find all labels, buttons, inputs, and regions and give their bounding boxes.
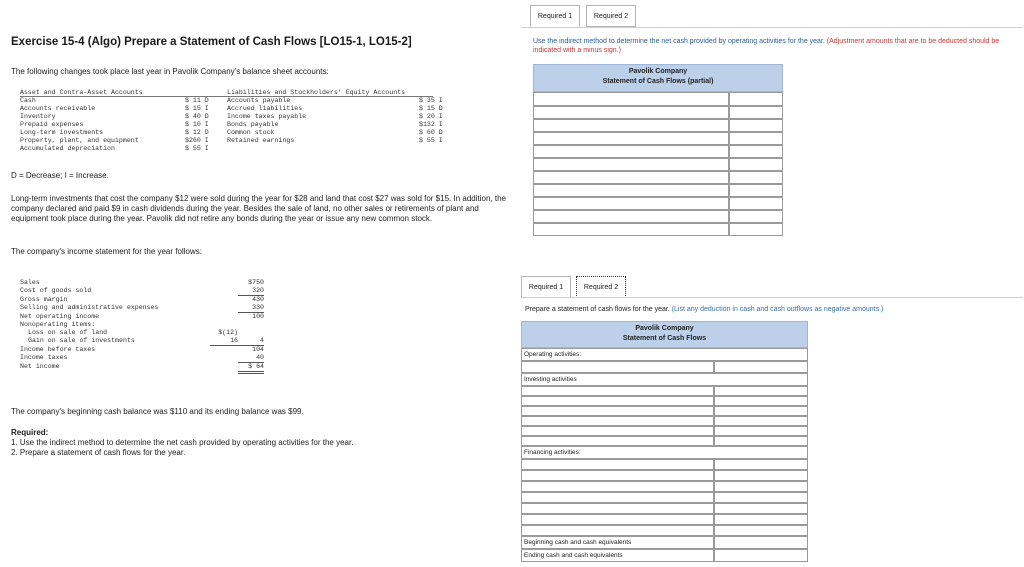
panel1-instruction-main: Use the indirect method to determine the net cash provided by operating activities for the year. (533, 38, 825, 45)
income-col2: 4 (238, 337, 264, 346)
panel2-company-name: Pavolik Company (635, 325, 694, 332)
panel1-amount-cell[interactable] (729, 210, 783, 223)
panel1-amount-cell[interactable] (729, 184, 783, 197)
required-heading: Required: (11, 428, 49, 437)
income-label: Nonoperating items: (20, 321, 96, 328)
income-col2: 330 (238, 304, 264, 313)
panel2-amount-cell[interactable] (714, 386, 808, 396)
tab-bar-line-lower (521, 297, 1023, 298)
panel1-label-cell[interactable] (533, 184, 729, 197)
panel2-label-cell[interactable] (521, 361, 714, 373)
investing-activities-label: Investing activities (524, 376, 577, 383)
operating-heading-row (521, 348, 808, 361)
panel2-label-cell[interactable] (521, 426, 714, 436)
panel2-label-cell[interactable] (521, 416, 714, 426)
tab-required-2-lower[interactable]: Required 2 (576, 276, 626, 298)
income-intro: The company's income statement for the year follows: (11, 247, 202, 256)
panel1-label-cell[interactable] (533, 132, 729, 145)
financing-activities-label: Financing activities: (524, 449, 581, 456)
income-label: Gross margin (20, 296, 68, 303)
panel1-label-cell[interactable] (533, 171, 729, 184)
intro-text: The following changes took place last year in Pavolik Company's balance sheet accounts: (11, 67, 329, 76)
panel1-label-cell[interactable] (533, 158, 729, 171)
income-label: Net income (20, 363, 60, 370)
panel1-amount-cell[interactable] (729, 119, 783, 132)
panel2-statement-header (521, 321, 808, 348)
panel1-label-cell[interactable] (533, 210, 729, 223)
panel1-instruction-note: (Adjustment amounts that are to be deducted should be indicated with a minus sign.) (533, 38, 1000, 54)
tab-required-1[interactable]: Required 1 (530, 5, 580, 27)
liability-value: $ 55 I (419, 137, 443, 144)
panel1-amount-cell[interactable] (729, 132, 783, 145)
panel2-amount-cell[interactable] (714, 396, 808, 406)
income-label: Cost of goods sold (20, 287, 92, 294)
assets-header: Asset and Contra-Asset Accounts (20, 89, 143, 96)
income-label: Net operating income (20, 313, 100, 320)
panel1-statement-header (533, 64, 783, 92)
liability-label: Retained earnings (227, 137, 295, 144)
ending-cash-row (521, 549, 714, 562)
tab-required-2[interactable]: Required 2 (586, 5, 636, 27)
income-label: Loss on sale of land (28, 329, 108, 336)
beginning-cash-amount[interactable] (714, 536, 808, 549)
liability-label: Bonds payable (227, 121, 279, 128)
liability-value: $ 35 I (419, 97, 443, 104)
investing-heading-row (521, 373, 808, 386)
legend-text: D = Decrease; I = Increase. (11, 171, 109, 180)
panel1-label-cell[interactable] (533, 197, 729, 210)
narrative-paragraph: Long-term investments that cost the company $12 were sold during the year for $28 and land that cost $27 was sold for $15. In addition, the company declared and paid $9 in cash dividends during the year. Besides the sale of land, no other sales or retirements of plant and equipment took place during the year. Pavolik did not retire any bonds during the year or issue any new common stock. (11, 194, 506, 223)
panel2-label-cell[interactable] (521, 492, 714, 503)
income-label: Sales (20, 279, 40, 286)
panel2-amount-cell[interactable] (714, 361, 808, 373)
liability-value: $132 I (419, 121, 443, 128)
income-label: Selling and administrative expenses (20, 304, 159, 311)
asset-label: Inventory (20, 113, 56, 120)
asset-value: $ 11 D (185, 97, 209, 104)
liability-label: Accounts payable (227, 97, 291, 104)
panel2-label-cell[interactable] (521, 406, 714, 416)
financing-heading-row (521, 446, 808, 459)
required-1-text: 1. Use the indirect method to determine the net cash provided by operating activities for the year. (11, 438, 354, 447)
asset-label: Property, plant, and equipment (20, 137, 139, 144)
beginning-cash-row (521, 536, 714, 549)
asset-label: Long-term investments (20, 129, 104, 136)
panel2-amount-cell[interactable] (714, 514, 808, 525)
asset-value: $ 12 D (185, 129, 209, 136)
panel1-amount-cell[interactable] (729, 158, 783, 171)
panel2-amount-cell[interactable] (714, 492, 808, 503)
panel2-label-cell[interactable] (521, 525, 714, 536)
panel2-amount-cell[interactable] (714, 426, 808, 436)
panel2-label-cell[interactable] (521, 503, 714, 514)
liability-label: Common stock (227, 129, 275, 136)
operating-activities-label: Operating activities: (524, 351, 582, 358)
ending-cash-amount[interactable] (714, 549, 808, 562)
panel1-label-cell[interactable] (533, 119, 729, 132)
tab-bar-line (521, 27, 1023, 28)
income-col2: 40 (238, 354, 264, 363)
income-label: Income taxes (20, 354, 68, 361)
liability-label: Accrued liabilities (227, 105, 303, 112)
asset-value: $ 10 I (185, 121, 209, 128)
income-col2: $ 64 (238, 363, 264, 374)
income-col1: $(12) (218, 329, 238, 336)
panel1-amount-cell[interactable] (729, 171, 783, 184)
panel1-company-name: Pavolik Company (628, 68, 688, 75)
asset-value: $260 I (185, 137, 209, 144)
panel2-label-cell[interactable] (521, 514, 714, 525)
panel1-amount-cell[interactable] (729, 92, 783, 106)
income-label: Gain on sale of investments (28, 337, 135, 344)
panel1-amount-cell[interactable] (729, 197, 783, 210)
panel2-label-cell[interactable] (521, 396, 714, 406)
panel2-amount-cell[interactable] (714, 525, 808, 536)
panel1-label-cell[interactable] (533, 145, 729, 158)
asset-label: Accounts receivable (20, 105, 96, 112)
panel2-label-cell[interactable] (521, 386, 714, 396)
liability-value: $ 15 D (419, 105, 443, 112)
panel2-label-cell[interactable] (521, 459, 714, 470)
liabilities-header: Liabilities and Stockholders' Equity Accounts (227, 89, 406, 96)
ending-cash-label: Ending cash and cash equivalents (524, 552, 623, 559)
panel2-amount-cell[interactable] (714, 416, 808, 426)
income-col2: $750 (248, 279, 264, 286)
panel1-amount-cell[interactable] (729, 223, 783, 236)
income-col2: 320 (238, 287, 264, 296)
panel1-instruction (533, 38, 1013, 55)
panel1-amount-cell[interactable] (729, 145, 783, 158)
panel2-instruction-note: (List any deduction in cash and cash outflows as negative amounts.) (671, 306, 884, 313)
panel2-amount-cell[interactable] (714, 481, 808, 492)
liability-label: Income taxes payable (227, 113, 307, 120)
liability-value: $ 60 D (419, 129, 443, 136)
panel2-label-cell[interactable] (521, 481, 714, 492)
panel2-label-cell[interactable] (521, 470, 714, 481)
liability-value: $ 20 I (419, 113, 443, 120)
panel1-amount-cell[interactable] (729, 106, 783, 119)
asset-label: Accumulated depreciation (20, 145, 115, 152)
panel1-statement-title: Statement of Cash Flows (partial) (602, 78, 714, 85)
panel2-amount-cell[interactable] (714, 503, 808, 514)
panel2-amount-cell[interactable] (714, 436, 808, 446)
asset-value: $ 15 I (185, 105, 209, 112)
income-col1: 16 (210, 337, 238, 346)
tab-required-1-lower[interactable]: Required 1 (521, 276, 571, 298)
cash-balance-text: The company's beginning cash balance was $110 and its ending balance was $99. (11, 407, 304, 416)
income-label: Income before taxes (20, 346, 96, 353)
panel2-instruction-main: Prepare a statement of cash flows for the year. (525, 306, 670, 313)
panel2-statement-title: Statement of Cash Flows (622, 335, 707, 342)
asset-value: $ 40 D (185, 113, 209, 120)
required-2-text: 2. Prepare a statement of cash flows for the year. (11, 448, 186, 457)
panel2-amount-cell[interactable] (714, 406, 808, 416)
panel2-label-cell[interactable] (521, 436, 714, 446)
panel1-label-cell[interactable] (533, 223, 729, 236)
income-col2: 104 (252, 346, 264, 353)
asset-label: Cash (20, 97, 36, 104)
panel2-amount-cell[interactable] (714, 470, 808, 481)
panel1-label-cell[interactable] (533, 106, 729, 119)
panel2-instruction (525, 306, 1020, 315)
beginning-cash-label: Beginning cash and cash equivalents (524, 539, 632, 546)
income-col2: 430 (252, 296, 264, 303)
income-col2: 100 (252, 313, 264, 320)
asset-value: $ 55 I (185, 145, 209, 152)
exercise-title: Exercise 15-4 (Algo) Prepare a Statement of Cash Flows [LO15-1, LO15-2] (11, 36, 412, 48)
panel2-amount-cell[interactable] (714, 459, 808, 470)
panel1-label-cell[interactable] (533, 92, 729, 106)
asset-label: Prepaid expenses (20, 121, 84, 128)
